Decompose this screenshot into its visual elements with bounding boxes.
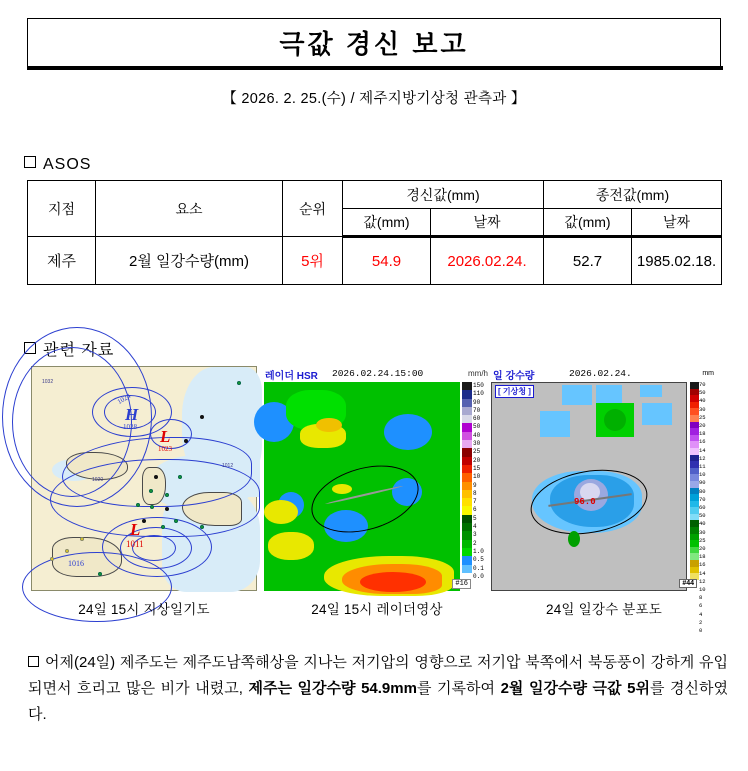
- section-heading-asos-label: ASOS: [43, 156, 92, 173]
- radar-product-label: 레이더 HSR: [265, 371, 318, 382]
- radar-timestamp: 2026.02.24.15:00: [332, 368, 424, 379]
- cell-rank: 5위: [283, 237, 343, 285]
- th-new-value: 값(mm): [343, 209, 431, 237]
- legend-tick: 0.1: [473, 564, 484, 572]
- th-station: 지점: [28, 181, 96, 237]
- summary-part3: 를 경신하였다.: [28, 680, 728, 723]
- legend-tick: 4: [699, 610, 703, 618]
- checkbox-square-icon: [24, 156, 36, 168]
- radar-echo-red-south: [360, 572, 426, 592]
- precipitation-legend-ticks: [699, 381, 717, 635]
- page-title: 극값 경신 보고: [279, 29, 469, 59]
- legend-tick: 0.0: [473, 572, 484, 580]
- legend-tick: 90: [473, 398, 481, 406]
- weather-map-canvas: H 1028 L 1023 L 1011 1016 1024 1032 1020 1012: [31, 366, 257, 591]
- th-element: 요소: [96, 181, 283, 237]
- radar-echo-blue-northeast: [384, 414, 432, 450]
- legend-tick: 10: [473, 473, 481, 481]
- precipitation-timestamp: 2026.02.24.: [569, 368, 632, 379]
- checkbox-square-icon: [28, 656, 39, 667]
- legend-tick: 40: [473, 431, 481, 439]
- legend-tick: 18: [699, 553, 706, 561]
- summary-paragraph: [28, 650, 728, 728]
- legend-tick: 18: [699, 430, 706, 438]
- low-pressure-north-value: 1023: [158, 445, 172, 453]
- legend-tick: 150: [473, 382, 484, 389]
- cell-station: 제주: [28, 237, 96, 285]
- legend-tick: 30: [473, 440, 481, 448]
- table-row: [28, 237, 722, 285]
- legend-tick: 1.0: [473, 547, 484, 555]
- low-pressure-south-symbol: L: [130, 520, 141, 539]
- summary-part1: 어제(24일) 제주도는 제주도남쪽해상을 지나는 저기압의 영향으로 저기압 북쪽에서 북동풍이 강하게 유입되면서 흐리고 많은 비가 내렸고,: [28, 654, 728, 697]
- table-body: [28, 237, 722, 285]
- legend-tick: 20: [473, 456, 481, 464]
- legend-tick: 6: [699, 602, 703, 610]
- summary-bold1: 제주는 일강수량 54.9mm: [248, 680, 417, 697]
- cell-new-value: 54.9: [343, 237, 431, 285]
- cell-prev-date: 1985.02.18.: [632, 237, 722, 285]
- th-prev-group: 종전값(mm): [544, 181, 722, 209]
- caption-radar: 24일 15시 레이더영상: [311, 602, 443, 617]
- legend-tick: 12: [699, 454, 706, 462]
- cell-new-date: 2026.02.24.: [431, 237, 544, 285]
- radar-header: [264, 366, 490, 382]
- legend-tick: 90: [699, 479, 706, 487]
- precipitation-header: [491, 366, 717, 382]
- legend-tick: 11: [699, 463, 706, 471]
- legend-tick: 30: [699, 405, 706, 413]
- legend-tick: 50: [473, 423, 481, 431]
- legend-tick: 3: [473, 531, 477, 539]
- legend-tick: 0.5: [473, 556, 484, 564]
- precipitation-product-label: 일 강수량: [493, 371, 535, 382]
- th-rank: 순위: [283, 181, 343, 237]
- legend-tick: 2: [473, 539, 477, 547]
- report-subtitle: 【 2026. 2. 25.(수) / 제주지방기상청 관측과 】: [222, 91, 526, 107]
- legend-tick: 10: [699, 471, 706, 479]
- legend-tick: 14: [699, 446, 706, 454]
- summary-bold2: 2월 일강수량 극값 5위: [500, 680, 650, 697]
- legend-tick: 0: [699, 627, 703, 635]
- table-header-row-1: [28, 181, 722, 209]
- legend-tick: 25: [699, 413, 706, 421]
- radar-image: [264, 366, 490, 591]
- low-pressure-north-symbol: L: [160, 427, 171, 446]
- radar-unit-label: mm/h: [468, 369, 488, 378]
- high-pressure-value: 1028: [123, 423, 137, 431]
- legend-tick: 7: [473, 498, 477, 506]
- legend-tick: 20: [699, 422, 706, 430]
- legend-tick: 25: [699, 536, 706, 544]
- table-header: [28, 181, 722, 237]
- legend-tick: 2: [699, 618, 703, 626]
- legend-tick: 70: [699, 495, 706, 503]
- legend-tick: 6: [473, 506, 477, 514]
- th-prev-date: 날짜: [632, 209, 722, 237]
- legend-tick: 50: [699, 389, 706, 397]
- legend-tick: 40: [699, 397, 706, 405]
- th-prev-value: 값(mm): [544, 209, 632, 237]
- radar-legend-ticks: [473, 382, 490, 582]
- section-heading-asos: [24, 156, 91, 174]
- cell-element: 2월 일강수량(mm): [96, 237, 283, 285]
- legend-tick: 4: [473, 523, 477, 531]
- legend-tick: 20: [699, 545, 706, 553]
- legend-tick: 80: [699, 487, 706, 495]
- precipitation-unit-label: mm: [702, 370, 714, 377]
- radar-canvas: [264, 382, 460, 591]
- legend-tick: 14: [699, 569, 706, 577]
- surface-weather-chart-image: [31, 366, 257, 591]
- caption-surface-chart: 24일 15시 지상일기도: [78, 602, 210, 617]
- precipitation-organization-label: [ 기상청 ]: [495, 385, 534, 398]
- legend-tick: 8: [473, 489, 477, 497]
- isobar-label-1016: 1016: [68, 559, 84, 568]
- report-title-box: [27, 18, 721, 66]
- legend-tick: 40: [699, 520, 706, 528]
- legend-tick: 60: [699, 504, 706, 512]
- legend-tick: 50: [699, 512, 706, 520]
- jeju-island-outline: [304, 454, 427, 544]
- legend-tick: 25: [473, 448, 481, 456]
- legend-tick: 110: [473, 390, 484, 398]
- caption-precipitation: 24일 일강수 분포도: [545, 602, 662, 617]
- legend-tick: 16: [699, 561, 706, 569]
- legend-tick: 5: [473, 514, 477, 522]
- radar-colorbar: [462, 382, 472, 580]
- asos-extremes-table: [27, 180, 722, 285]
- precip-peak-value: 96.0: [574, 497, 596, 507]
- legend-tick: 70: [473, 406, 481, 414]
- low-pressure-south-value: 1011: [126, 539, 144, 549]
- legend-tick: 12: [699, 577, 706, 585]
- legend-tick: 8: [699, 594, 703, 602]
- precipitation-canvas: [491, 382, 687, 591]
- legend-tick: 60: [473, 415, 481, 423]
- legend-tick: 15: [473, 464, 481, 472]
- summary-part2: 를 기록하여: [416, 680, 501, 697]
- high-pressure-symbol: H: [125, 405, 139, 424]
- legend-tick: 9: [473, 481, 477, 489]
- legend-tick: 16: [699, 438, 706, 446]
- legend-tick: 30: [699, 528, 706, 536]
- th-new-date: 날짜: [431, 209, 544, 237]
- legend-tick: 10: [699, 586, 706, 594]
- th-new-group: 경신값(mm): [343, 181, 544, 209]
- precipitation-frame-id: #44: [679, 579, 697, 588]
- radar-frame-id: #16: [452, 579, 471, 589]
- legend-tick: 70: [699, 381, 706, 388]
- precipitation-colorbar: [690, 382, 699, 585]
- section-heading-reference-label: 관련 자료: [43, 342, 115, 359]
- isobar-label-1024: 1024: [115, 392, 133, 406]
- cell-prev-value: 52.7: [544, 237, 632, 285]
